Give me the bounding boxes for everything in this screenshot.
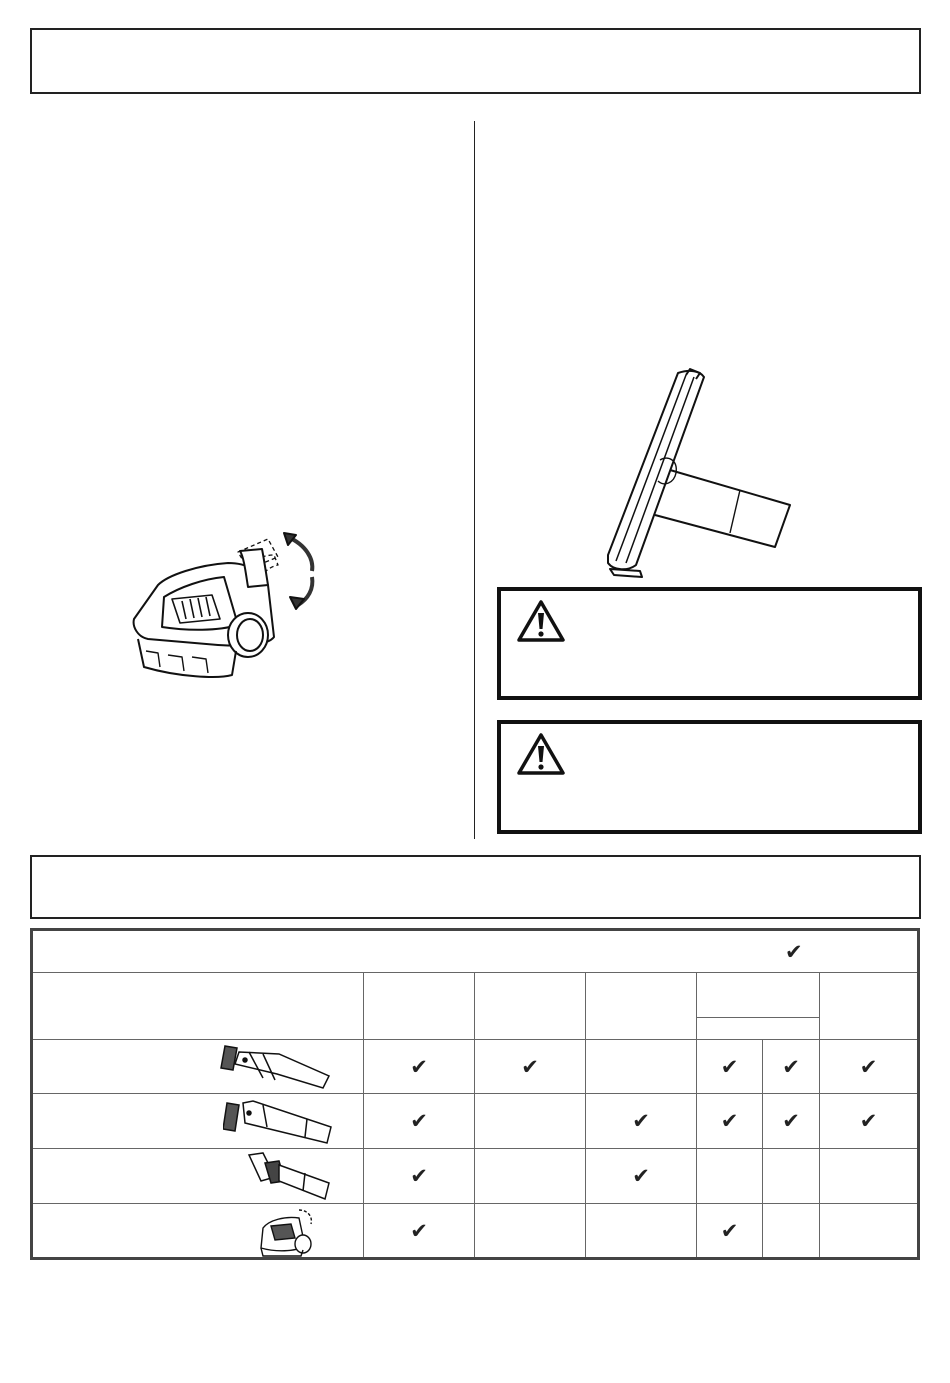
section-banner [30,855,921,919]
check-cell: ✔ [763,1040,820,1094]
check-cell: ✔ [820,1094,919,1149]
attachment-chart [30,928,920,1260]
check-cell: ✔ [697,1040,763,1094]
check-cell: ✔ [763,1094,820,1149]
check-cell: ✔ [475,1040,586,1094]
tool-cell [32,1204,364,1259]
check-cell: ✔ [586,1094,697,1149]
check-cell [475,1204,586,1259]
check-cell [475,1149,586,1204]
header-row [32,973,919,1018]
subheader-cell [697,1018,820,1040]
check-cell: ✔ [820,1040,919,1094]
column-divider [474,121,475,839]
check-cell: ✔ [697,1204,763,1259]
header-cell [586,973,697,1040]
check-cell [820,1204,919,1259]
header-cell [820,973,919,1040]
crevice-tool-icon [223,1097,335,1147]
tool-cell [32,1149,364,1204]
header-cell [364,973,475,1040]
dusting-wand-illustration [600,365,795,580]
header-cell [32,973,364,1040]
check-cell [697,1149,763,1204]
table-row [32,1149,919,1204]
table-row [32,1204,919,1259]
top-banner [30,28,921,94]
check-cell: ✔ [364,1149,475,1204]
header-cell [475,973,586,1040]
check-cell: ✔ [364,1040,475,1094]
check-cell: ✔ [364,1204,475,1259]
check-cell [475,1094,586,1149]
table-row [32,1094,919,1149]
warning-triangle-icon [517,599,565,643]
warning-triangle-icon [517,732,565,776]
warning-box [497,720,922,834]
turbo-brush-illustration [128,527,333,685]
check-cell [586,1040,697,1094]
check-cell [763,1204,820,1259]
turbo-brush-icon [255,1206,325,1258]
table-row [32,1040,919,1094]
check-cell: ✔ [586,1149,697,1204]
check-cell: ✔ [697,1094,763,1149]
header-cell [697,973,820,1018]
check-cell: ✔ [364,1094,475,1149]
upholstery-tool-icon [245,1151,335,1201]
legend-check-mark: ✔ [785,940,803,964]
check-cell [586,1204,697,1259]
check-cell [763,1149,820,1204]
check-cell [820,1149,919,1204]
dusting-brush-icon [219,1042,335,1092]
legend-row [32,930,919,973]
tool-cell [32,1040,364,1094]
tool-cell [32,1094,364,1149]
warning-box [497,587,922,700]
